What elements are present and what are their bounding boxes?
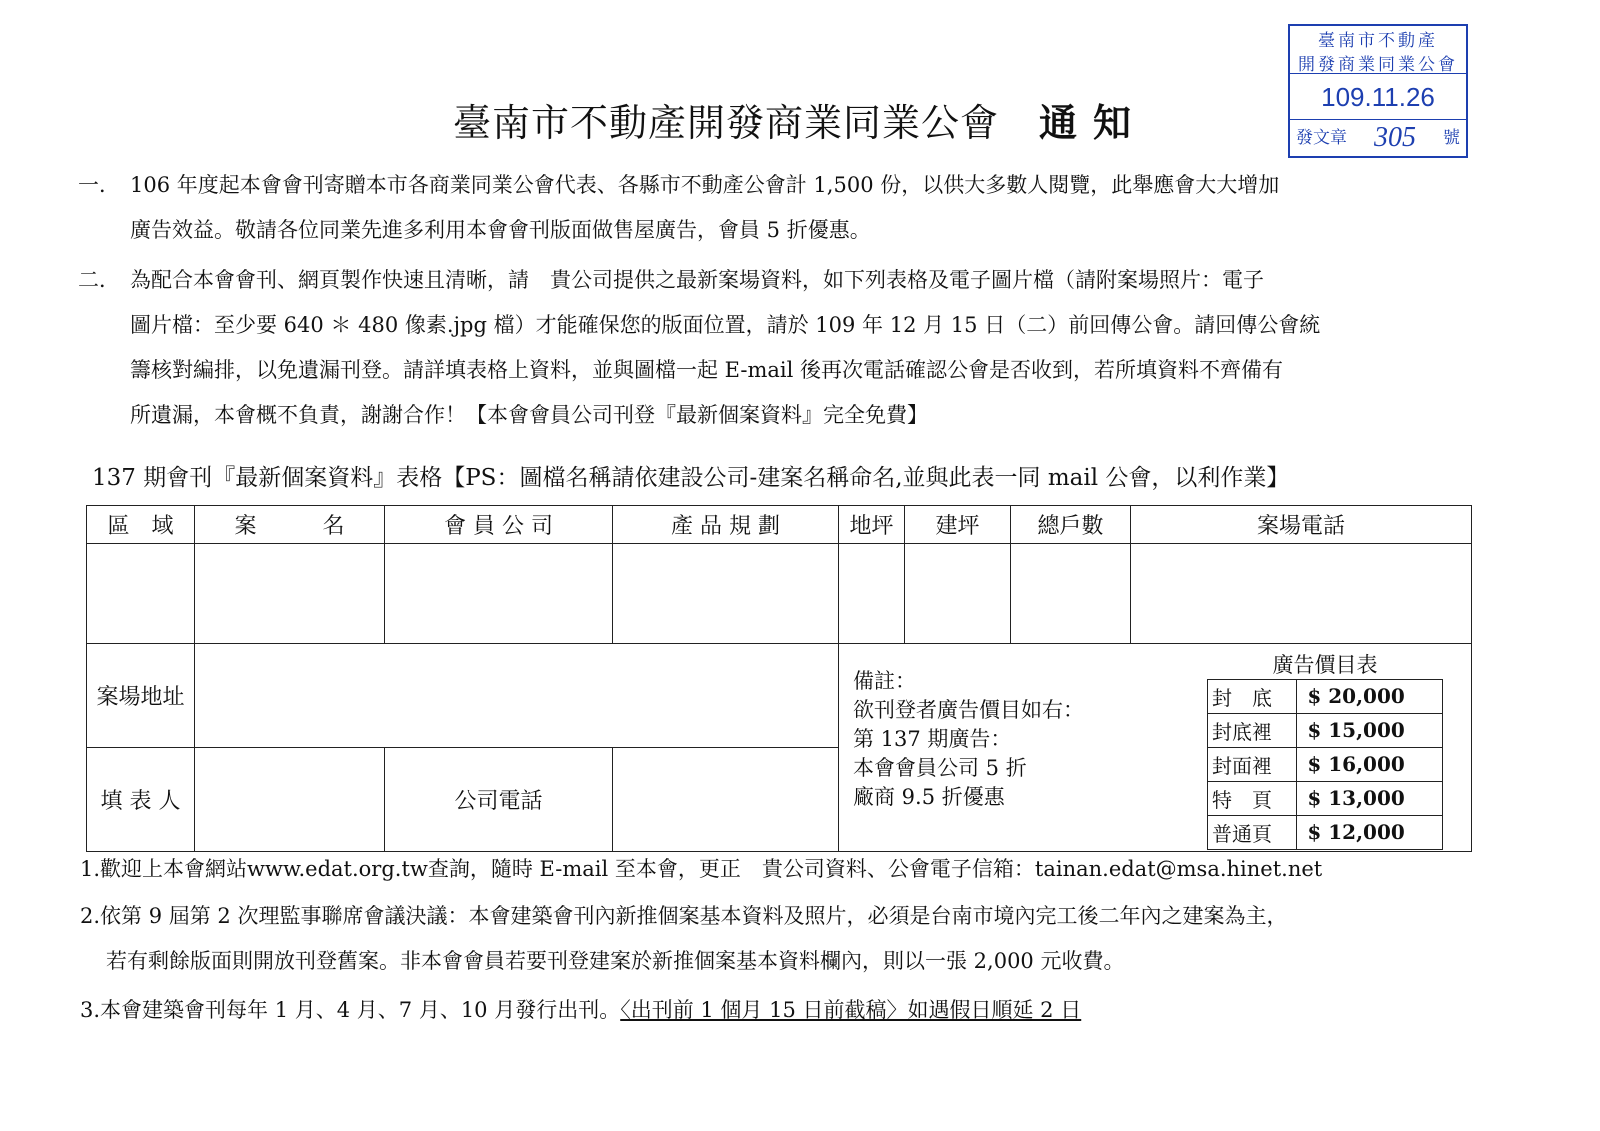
item-2-mark: 二． <box>78 268 120 292</box>
deadline-note: 〈出刊前 1 個月 15 日前截稿〉如遇假日順延 2 日 <box>620 998 1082 1022</box>
org-name: 臺南市不動產開發商業同業公會 <box>452 101 999 145</box>
header-land-area: 地坪 <box>839 506 905 544</box>
table-row: 普通頁 $ 12,000 <box>1208 815 1443 849</box>
notes-text: 備註： 欲刊登者廣告價目如右： 第 137 期廣告： 本會會員公司 5 折 廠商 9.5 折優惠 <box>853 668 1084 809</box>
page-title <box>0 92 1600 147</box>
header-site-phone: 案場電話 <box>1131 506 1472 544</box>
address-row <box>87 644 1472 748</box>
filler-label: 填 表 人 <box>87 748 195 852</box>
price-list-title: 廣告價目表 <box>1272 652 1378 677</box>
item-1-mark: 一． <box>78 173 120 197</box>
footnote-3: 3.本會建築會刊每年 1 月、4 月、7 月、10 月發行出刊。〈出刊前 1 個月 15 日前截稿〉如遇假日順延 2 日 <box>80 998 1082 1022</box>
item-1-line-1: 106 年度起本會會刊寄贈本市各商業同業公會代表、各縣市不動產公會計 1,500 份，以供大多數人閱覽，此舉應會大大增加 <box>130 173 1280 197</box>
item-2 <box>78 258 1473 438</box>
company-phone-cell[interactable] <box>613 748 839 852</box>
notes-cell <box>839 644 1472 852</box>
table-caption: 137 期會刊『最新個案資料』表格【PS：圖檔名稱請依建設公司-建案名稱命名,並與此表一同 mail 公會，以利作業】 <box>92 465 1290 491</box>
total-units-cell[interactable] <box>1011 544 1131 644</box>
site-phone-cell[interactable] <box>1131 544 1472 644</box>
footnote-2: 2.依第 9 屆第 2 次理監事聯席會議決議：本會建築會刊內新推個案基本資料及照片，必須是台南市境內完工後二年內之建案為主， 若有剩餘版面則開放刊登舊案。非本會會員若要刊登建案於新推個案基本資料欄內，則以一張 2,000 元收費。 <box>80 904 1288 973</box>
stamp-org: 臺南市不動產 開發商業同業公會 <box>1290 26 1466 74</box>
stamp-handwritten-number: 305 <box>1374 122 1416 153</box>
table-row: 封底裡 $ 15,000 <box>1208 713 1443 747</box>
item-2-line-2: 圖片檔：至少要 640 ＊ 480 像素.jpg 檔）才能確保您的版面位置，請於 109 年 12 月 15 日（二）前回傳公會。請回傳公會統 <box>130 313 1321 337</box>
stamp-doc-number: 發文章 305 號 <box>1290 120 1466 156</box>
price-table <box>1207 679 1443 850</box>
building-area-cell[interactable] <box>905 544 1011 644</box>
notice-label: 通知 <box>1039 101 1148 145</box>
item-2-line-3: 籌核對編排，以免遺漏刊登。請詳填表格上資料，並與圖檔一起 E-mail 後再次電話確認公會是否收到，若所填資料不齊備有 <box>130 358 1284 382</box>
listing-form-table <box>86 505 1472 852</box>
table-row <box>87 544 1472 644</box>
item-1 <box>78 163 1473 253</box>
filler-cell[interactable] <box>195 748 385 852</box>
region-cell[interactable] <box>87 544 195 644</box>
header-project-name: 案 名 <box>195 506 385 544</box>
product-plan-cell[interactable] <box>613 544 839 644</box>
ad-price-list <box>1207 651 1443 850</box>
member-company-cell[interactable] <box>385 544 613 644</box>
item-2-line-4: 所遺漏，本會概不負責，謝謝合作！【本會會員公司刊登『最新個案資料』完全免費】 <box>130 403 928 427</box>
stamp-date: 109.11.26 <box>1290 74 1466 120</box>
header-product-plan: 產 品 規 劃 <box>613 506 839 544</box>
item-2-line-1: 為配合本會會刊、網頁製作快速且清晰，請 貴公司提供之最新案場資料，如下列表格及電子圖片檔（請附案場照片：電子 <box>130 268 1264 292</box>
table-row: 特 頁 $ 13,000 <box>1208 781 1443 815</box>
header-building-area: 建坪 <box>905 506 1011 544</box>
footnote-1: 1.歡迎上本會網站www.edat.org.tw查詢，隨時 E-mail 至本會，更正 貴公司資料、公會電子信箱：tainan.edat@msa.hinet.net <box>80 857 1323 881</box>
header-total-units: 總戶數 <box>1011 506 1131 544</box>
project-name-cell[interactable] <box>195 544 385 644</box>
address-cell[interactable] <box>195 644 839 748</box>
table-header-row <box>87 506 1472 544</box>
company-phone-label: 公司電話 <box>385 748 613 852</box>
land-area-cell[interactable] <box>839 544 905 644</box>
header-member-company: 會 員 公 司 <box>385 506 613 544</box>
table-row: 封 底 $ 20,000 <box>1208 679 1443 713</box>
address-label: 案場地址 <box>87 644 195 748</box>
item-1-line-2: 廣告效益。敬請各位同業先進多利用本會會刊版面做售屋廣告，會員 5 折優惠。 <box>130 218 871 242</box>
header-region: 區 域 <box>87 506 195 544</box>
table-row: 封面裡 $ 16,000 <box>1208 747 1443 781</box>
